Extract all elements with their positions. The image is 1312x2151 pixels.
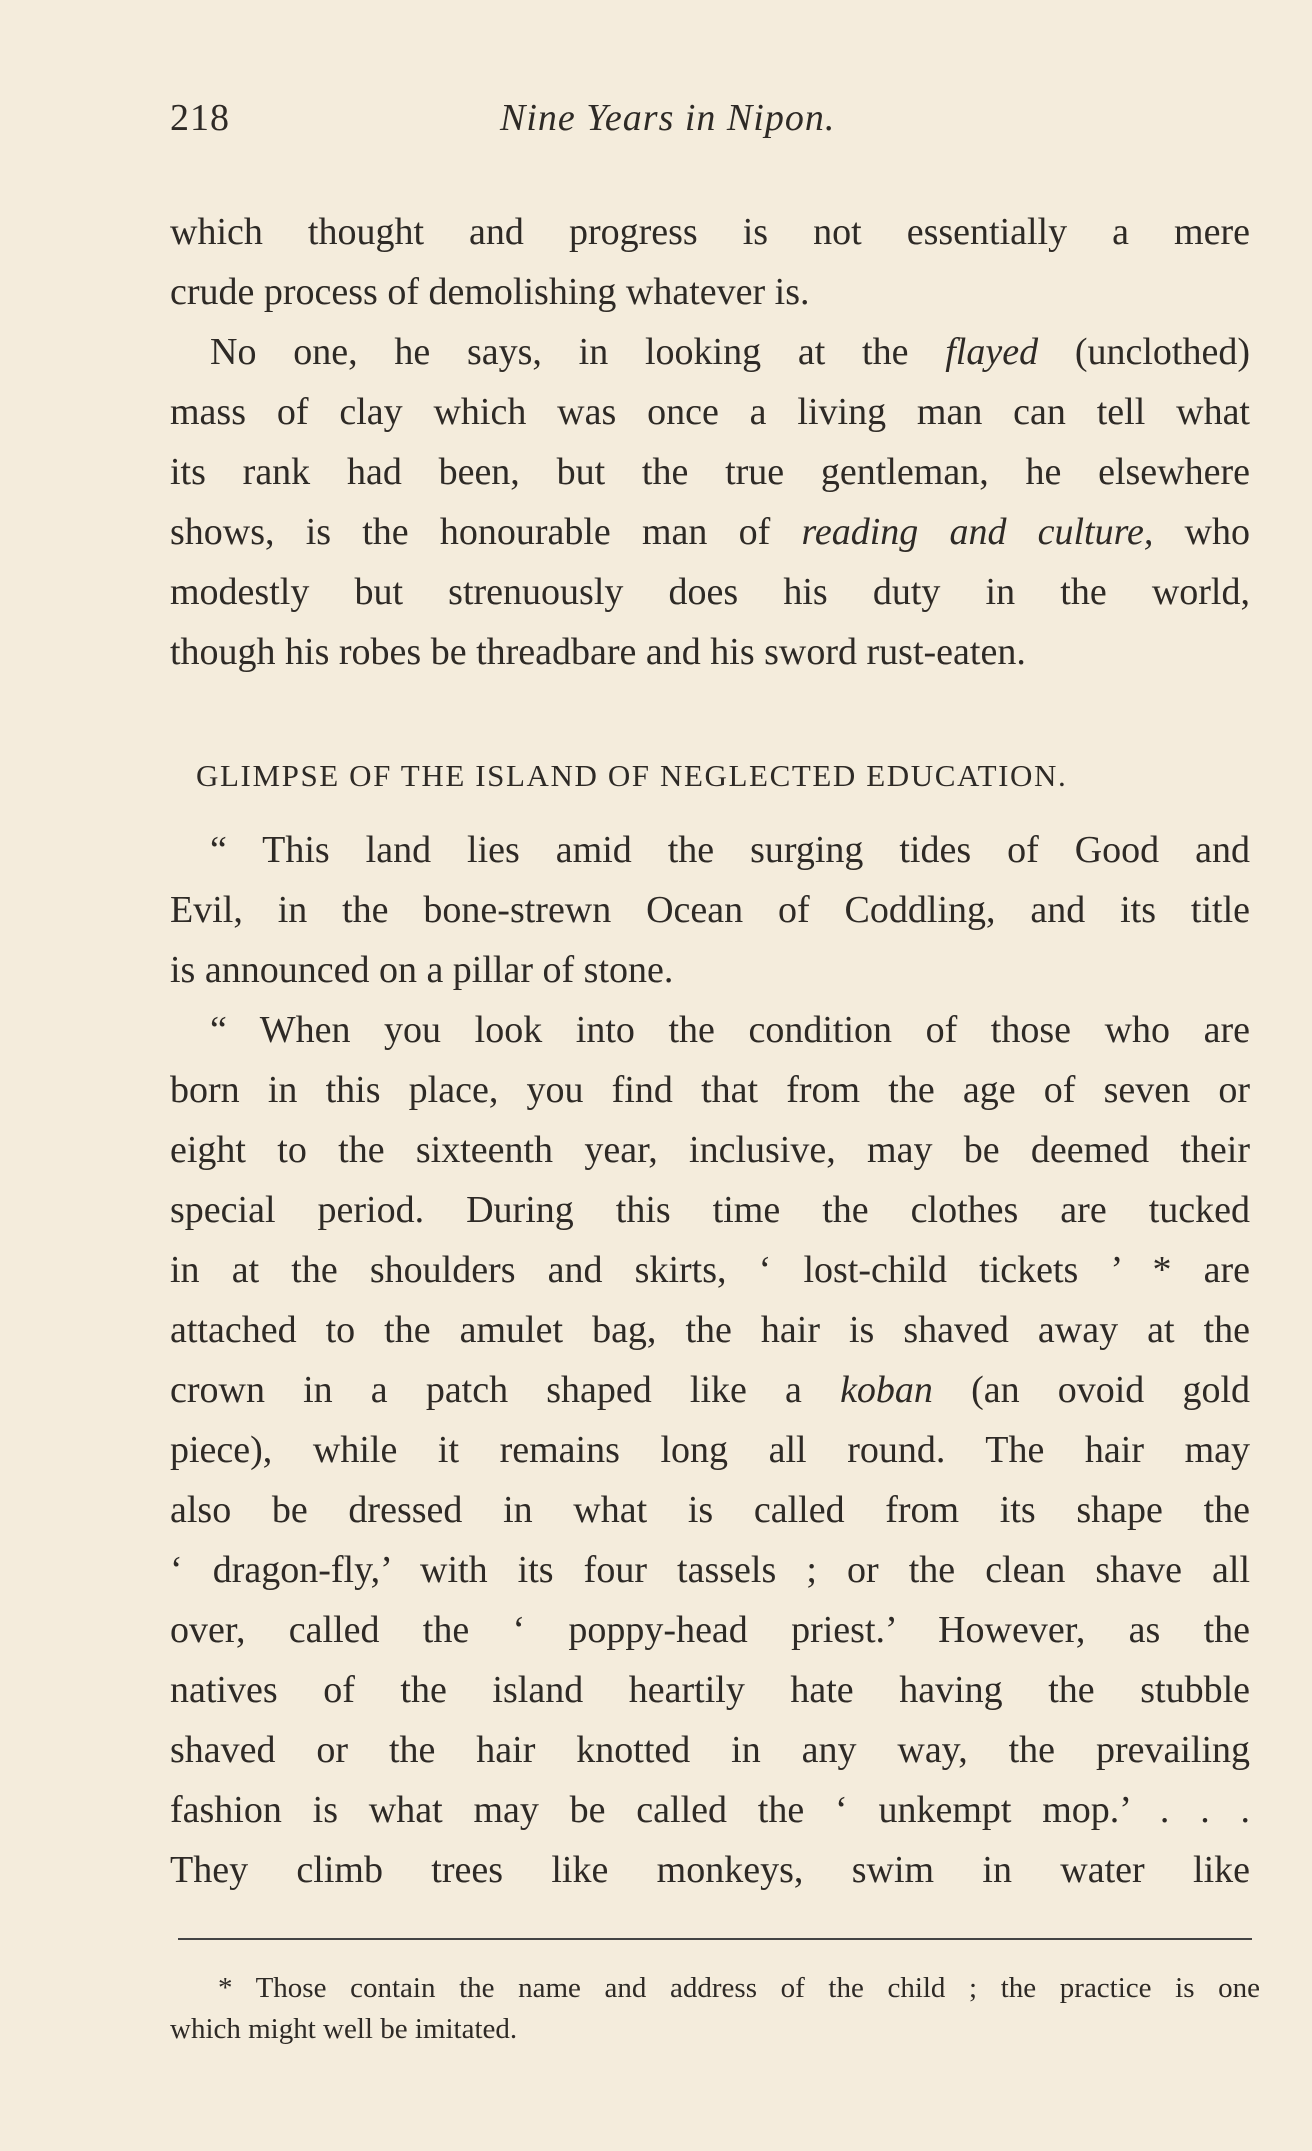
text-line: fashion is what may be called the ‘ unkempt mop.’ . . . <box>170 1789 1250 1831</box>
italic-term: flayed <box>945 331 1039 373</box>
text-line: in at the shoulders and skirts, ‘ lost-child tickets ’ * are <box>170 1249 1250 1291</box>
text-line: born in this place, you find that from the age of seven or <box>170 1069 1250 1111</box>
text-line: though his robes be threadbare and his sword rust-eaten. <box>170 631 1026 673</box>
text-line: Evil, in the bone-strewn Ocean of Coddling, and its title <box>170 889 1250 931</box>
text-line: shows, is the honourable man of reading and culture, who <box>170 511 1250 553</box>
text-block-2 <box>170 820 1250 1900</box>
italic-term: koban <box>840 1369 933 1411</box>
text-line: is announced on a pillar of stone. <box>170 949 674 991</box>
text-line: crude process of demolishing whatever is. <box>170 271 810 313</box>
text-line: ‘ dragon-fly,’ with its four tassels ; or the clean shave all <box>170 1549 1250 1591</box>
text-line: crown in a patch shaped like a koban (an ovoid gold <box>170 1369 1251 1411</box>
text-line: special period. During this time the clothes are tucked <box>170 1189 1250 1231</box>
text-line: eight to the sixteenth year, inclusive, may be deemed their <box>170 1129 1250 1171</box>
text-line: shaved or the hair knotted in any way, the prevailing <box>170 1729 1250 1771</box>
text-line: attached to the amulet bag, the hair is shaved away at the <box>170 1309 1250 1351</box>
text-line: “ This land lies amid the surging tides of Good and <box>210 829 1250 871</box>
running-title: Nine Years in Nipon. <box>500 97 836 139</box>
footnote-rule <box>178 1938 1252 1940</box>
italic-term: reading and culture, <box>801 511 1154 553</box>
text-line: They climb trees like monkeys, swim in water like <box>170 1849 1250 1891</box>
text-line: over, called the ‘ poppy-head priest.’ However, as the <box>170 1609 1250 1651</box>
footnote <box>170 1968 1260 2050</box>
text-line: “ When you look into the condition of those who are <box>210 1009 1250 1051</box>
text-line: which thought and progress is not essentially a mere <box>170 211 1250 253</box>
text-block-1 <box>170 202 1250 682</box>
text-line: mass of clay which was once a living man can tell what <box>170 391 1250 433</box>
text-line: No one, he says, in looking at the flayed (unclothed) <box>210 331 1251 373</box>
text-line: also be dressed in what is called from its shape the <box>170 1489 1250 1531</box>
text-line: piece), while it remains long all round. The hair may <box>170 1429 1250 1471</box>
footnote-line: * Those contain the name and address of the child ; the practice is one <box>218 1972 1260 2004</box>
text-line: natives of the island heartily hate having the stubble <box>170 1669 1250 1711</box>
running-header <box>170 96 1180 156</box>
footnote-line: which might well be imitated. <box>170 2013 518 2045</box>
section-heading: GLIMPSE OF THE ISLAND OF NEGLECTED EDUCATION. <box>196 758 1068 793</box>
text-line: modestly but strenuously does his duty in the world, <box>170 571 1250 613</box>
text-line: its rank had been, but the true gentleman, he elsewhere <box>170 451 1250 493</box>
page-number: 218 <box>170 97 230 139</box>
